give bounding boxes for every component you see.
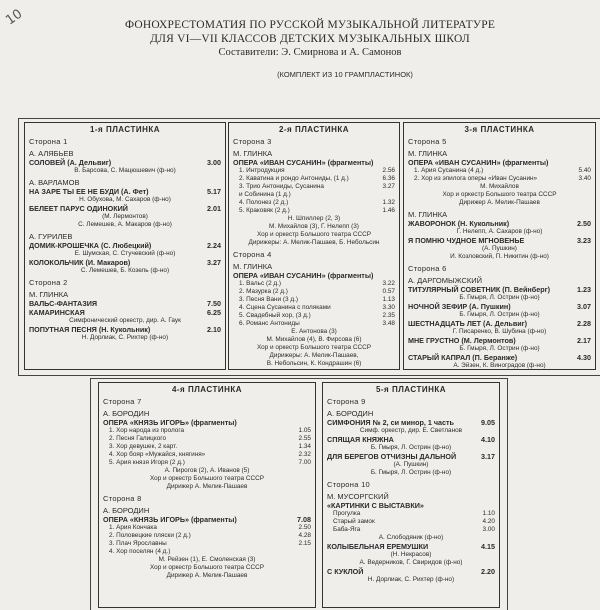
record-title: 4-я ПЛАСТИНКА <box>171 385 243 394</box>
performers: М. Михайлов (4), В. Фирсова (6) <box>266 336 362 343</box>
work-duration: 3.17 <box>481 452 495 461</box>
work-title: ЖАВОРОНОК (Н. Кукольник) <box>408 219 510 228</box>
work-duration: 7.08 <box>297 515 311 524</box>
track-title: Баба-Яга <box>333 526 361 533</box>
performers: Н. Дорлиак, С. Рихтер (ф-но) <box>81 334 169 341</box>
work-duration: 2.10 <box>207 325 221 334</box>
composer-name: А. ДАРГОМЫЖСКИЙ <box>408 276 483 285</box>
performers: Б. Гмыря, Л. Острин (ф-но) <box>459 311 540 318</box>
work-title: БЕЛЕЕТ ПАРУС ОДИНОКИЙ <box>29 204 128 213</box>
track-title: 6. Романс Антониды <box>239 320 300 327</box>
track-title: 3. Песня Вани (3 д.) <box>239 296 298 303</box>
work-row <box>327 501 495 510</box>
performers: В. Барсова, С. Мацюшевич (ф-но) <box>74 167 176 174</box>
side-label: Сторона 8 <box>103 494 142 503</box>
work-title: ПОПУТНАЯ ПЕСНЯ (Н. Кукольник) <box>29 325 151 334</box>
side-label: Сторона 9 <box>327 397 366 406</box>
work-duration: 2.28 <box>577 319 591 328</box>
composer-name: М. МУСОРГСКИЙ <box>327 492 389 501</box>
performers: Дирижеры: А. Мелик-Пашаев, Б. Небольсин <box>248 239 380 246</box>
work-row <box>233 158 395 167</box>
track-title: Прогулка <box>333 510 361 517</box>
track-title: 3. Хор девушек, 2 карт. <box>109 443 178 450</box>
performers: В. Небольсин, К. Кондрашин (6) <box>266 360 362 367</box>
work-title: ОПЕРА «КНЯЗЬ ИГОРЬ» (фрагменты) <box>103 515 237 524</box>
work-title: НОЧНОЙ ЗЕФИР (А. Пушкин) <box>408 302 511 311</box>
performers: Хор и оркестр Большого театра СССР <box>149 564 264 571</box>
work-title: СОЛОВЕЙ (А. Дельвиг) <box>29 158 112 167</box>
track-title: 4. Хор бояр «Мужайся, княгиня» <box>109 451 206 458</box>
performers: С. Лемешев, Б. Козель (ф-но) <box>80 267 170 274</box>
work-title: ОПЕРА «ИВАН СУСАНИН» (фрагменты) <box>233 271 374 280</box>
track-row <box>103 435 311 443</box>
track-duration: 3.40 <box>578 175 591 182</box>
track-duration: 1.32 <box>382 199 395 206</box>
work-title: ОПЕРА «ИВАН СУСАНИН» (фрагменты) <box>233 158 374 167</box>
work-title: МНЕ ГРУСТНО (М. Лермонтов) <box>408 336 516 345</box>
track-title: 5. Краковяк (2 д.) <box>239 207 290 214</box>
work-row <box>408 353 591 362</box>
track-row <box>103 540 311 548</box>
work-duration: 4.10 <box>481 435 495 444</box>
record-box-2 <box>228 122 400 370</box>
work-row <box>327 452 495 461</box>
track-duration: 1.46 <box>382 207 395 214</box>
work-title: СПЯЩАЯ КНЯЖНА <box>327 435 394 444</box>
work-row <box>29 187 221 196</box>
performers: Хор и оркестр Большого театра СССР <box>256 231 371 238</box>
composer-name: М. ГЛИНКА <box>408 149 448 158</box>
track-row <box>408 167 591 175</box>
composer-name: М. ГЛИНКА <box>408 210 448 219</box>
record-box-1 <box>24 122 226 370</box>
track-title: 1. Вальс (2 д.) <box>239 280 282 287</box>
work-title: КОЛЫБЕЛЬНАЯ ЕРЕМУШКИ <box>327 542 429 551</box>
track-title: 2. Песня Галицкого <box>109 435 166 442</box>
work-row <box>408 319 591 328</box>
track-duration: 5.40 <box>578 167 591 174</box>
track-row <box>233 296 395 304</box>
track-row <box>327 526 495 534</box>
work-duration: 2.20 <box>481 567 495 576</box>
performers: (Н. Некрасов) <box>390 551 432 558</box>
track-duration: 2.35 <box>382 312 395 319</box>
track-row <box>233 199 395 207</box>
work-row <box>29 258 221 267</box>
track-title: 1. Хор народа из пролога <box>109 427 185 434</box>
track-duration: 2.55 <box>298 435 311 442</box>
record-box-3 <box>403 122 596 370</box>
work-row <box>29 204 221 213</box>
performers: Б. Гмыря, Л. Острин (ф-но) <box>459 294 540 301</box>
composer-name: А. БОРОДИН <box>103 506 150 515</box>
record-title: 2-я ПЛАСТИНКА <box>278 125 350 134</box>
track-row <box>233 175 395 183</box>
work-title: ОПЕРА «ИВАН СУСАНИН» (фрагменты) <box>408 158 549 167</box>
side-label: Сторона 3 <box>233 137 272 146</box>
record-box-4 <box>98 382 316 608</box>
work-row <box>327 542 495 551</box>
track-duration: 3.27 <box>382 183 395 190</box>
track-row <box>103 548 311 556</box>
work-title: ДОМИК-КРОШЕЧКА (С. Любецкий) <box>29 241 152 250</box>
work-duration: 7.50 <box>207 299 221 308</box>
track-title: 2. Половецкие пляски (2 д.) <box>109 532 191 539</box>
work-duration <box>475 501 495 510</box>
track-row <box>103 532 311 540</box>
corner-mark: 10 <box>3 6 26 29</box>
work-duration: 3.23 <box>577 236 591 245</box>
performers: Н. Шпиллер (2, 3) <box>287 215 341 222</box>
track-title: 5. Ария князя Игоря (2 д.) <box>109 459 185 466</box>
side-label: Сторона 10 <box>327 480 371 489</box>
work-row <box>103 418 311 427</box>
track-duration: 2.56 <box>382 167 395 174</box>
track-duration: 2.32 <box>298 451 311 458</box>
work-duration: 2.01 <box>207 204 221 213</box>
composer-name: А. БОРОДИН <box>103 409 150 418</box>
work-title: ВАЛЬС-ФАНТАЗИЯ <box>29 299 98 308</box>
track-row <box>233 280 395 288</box>
track-title: 4. Сцена Сусанина с поляками <box>239 304 331 311</box>
work-row <box>408 336 591 345</box>
track-title: 1. Интродукция <box>239 167 285 174</box>
performers: (А. Пушкин) <box>393 461 429 468</box>
header <box>90 18 530 79</box>
performers: Хор и оркестр Большого театра СССР <box>256 344 371 351</box>
work-row <box>29 299 221 308</box>
work-row <box>408 302 591 311</box>
performers: Б. Гмыря, Л. Острин (ф-но) <box>370 469 452 476</box>
track-row <box>233 167 395 175</box>
track-row <box>103 459 311 467</box>
performers: Н. Дорлиак, С. Рихтер (ф-но) <box>367 576 455 583</box>
record-box-5 <box>322 382 500 608</box>
track-duration: 1.05 <box>298 427 311 434</box>
work-title: ШЕСТНАДЦАТЬ ЛЕТ (А. Дельвиг) <box>408 319 528 328</box>
track-duration: 1.13 <box>382 296 395 303</box>
performers: Дирижер А. Мелик-Пашаев <box>166 483 248 490</box>
track-duration: 0.57 <box>382 288 395 295</box>
work-duration <box>291 418 311 427</box>
work-title: ОПЕРА «КНЯЗЬ ИГОРЬ» (фрагменты) <box>103 418 237 427</box>
composer-name: М. ГЛИНКА <box>233 262 273 271</box>
performers: А. Ведерников, Г. Свиридов (ф-но) <box>359 559 463 566</box>
composer-name: А. БОРОДИН <box>327 409 374 418</box>
composer-name: А. АЛЯБЬЕВ <box>29 149 74 158</box>
work-row <box>327 435 495 444</box>
performers: Симфонический оркестр, дир. А. Гаук <box>69 317 181 324</box>
performers: М. Рейзен (1), Е. Смоленская (3) <box>158 556 256 563</box>
track-title: 3. Плач Ярославны <box>109 540 167 547</box>
performers: С. Лемешев, А. Макаров (ф-но) <box>78 221 172 228</box>
work-duration <box>571 158 591 167</box>
track-title: 1. Ария Сусанина (4 д.) <box>414 167 484 174</box>
work-duration: 3.27 <box>207 258 221 267</box>
track-duration <box>375 191 395 199</box>
track-row <box>233 191 395 199</box>
work-row <box>408 158 591 167</box>
performers: (А. Пушкин) <box>482 245 517 252</box>
work-duration: 2.17 <box>577 336 591 345</box>
track-row <box>233 320 395 328</box>
work-title: ДЛЯ БЕРЕГОВ ОТЧИЗНЫ ДАЛЬНОЙ <box>327 452 457 461</box>
performers: (М. Лермонтов) <box>102 213 148 220</box>
performers: М. Михайлов <box>480 183 519 190</box>
track-row <box>408 175 591 183</box>
work-row <box>29 241 221 250</box>
composer-name: А. ГУРИЛЕВ <box>29 232 73 241</box>
work-duration: 3.00 <box>207 158 221 167</box>
header-line-2: ДЛЯ VI—VII КЛАССОВ ДЕТСКИХ МУЗЫКАЛЬНЫХ ШКОЛ <box>150 33 470 45</box>
track-title: 5. Свадебный хор, (3 д.) <box>239 312 311 319</box>
track-title: 2. Хор из эпилога оперы «Иван Сусанин» <box>414 175 538 182</box>
work-row <box>103 515 311 524</box>
performers: Н. Обухова, М. Сахаров (ф-но) <box>79 196 171 203</box>
work-row <box>233 271 395 280</box>
work-title: «КАРТИНКИ С ВЫСТАВКИ» <box>327 501 424 510</box>
track-title: Старый замок <box>333 518 375 525</box>
track-duration: 6.36 <box>382 175 395 182</box>
track-title: 4. Хор поселян (4 д.) <box>109 548 171 555</box>
composer-name: М. ГЛИНКА <box>29 290 69 299</box>
work-title: Я ПОМНЮ ЧУДНОЕ МГНОВЕНЬЕ <box>408 236 525 245</box>
side-label: Сторона 7 <box>103 397 142 406</box>
track-duration <box>291 548 311 556</box>
header-line-1: ФОНОХРЕСТОМАТИЯ ПО РУССКОЙ МУЗЫКАЛЬНОЙ ЛИТЕРАТУРЕ <box>124 19 496 31</box>
record-title: 5-я ПЛАСТИНКА <box>375 385 447 394</box>
track-title: 3. Трио Антониды, Сусанина <box>239 183 324 190</box>
track-duration: 3.30 <box>382 304 395 311</box>
work-row <box>327 567 495 576</box>
performers: И. Козловский, П. Никитин (ф-но) <box>450 253 549 260</box>
track-duration: 7.00 <box>298 459 311 466</box>
track-duration: 1.34 <box>298 443 311 450</box>
track-duration: 2.50 <box>298 524 311 531</box>
performers: Е. Шумская, С. Стучевский (ф-но) <box>74 250 176 257</box>
work-duration: 4.30 <box>577 353 591 362</box>
performers: Е. Антонова (3) <box>291 328 337 335</box>
performers: Дирижер А. Мелик-Пашаев <box>166 572 248 579</box>
track-duration: 4.28 <box>298 532 311 539</box>
track-row <box>233 304 395 312</box>
track-row <box>103 427 311 435</box>
track-row <box>103 451 311 459</box>
work-duration: 6.25 <box>207 308 221 317</box>
performers: А. Слободяник (ф-но) <box>378 534 444 541</box>
work-row <box>408 285 591 294</box>
track-row <box>327 510 495 518</box>
track-duration: 3.00 <box>482 526 495 533</box>
performers: Г. Писаренко, В. Шубина (ф-но) <box>452 328 547 335</box>
work-duration: 1.23 <box>577 285 591 294</box>
performers: Дирижер А. Мелик-Пашаев <box>459 199 540 206</box>
work-duration <box>375 158 395 167</box>
performers: Хор и оркестр Большого театра СССР <box>442 191 557 198</box>
track-duration: 3.22 <box>382 280 395 287</box>
work-title: КАМАРИНСКАЯ <box>29 308 85 317</box>
track-row <box>233 312 395 320</box>
track-row <box>327 518 495 526</box>
work-row <box>327 418 495 427</box>
side-label: Сторона 2 <box>29 278 68 287</box>
track-title: и Собинина (1 д.) <box>239 191 291 198</box>
work-duration: 4.15 <box>481 542 495 551</box>
performers: Б. Гмыря, Л. Острин (ф-но) <box>459 345 540 352</box>
track-row <box>233 207 395 215</box>
side-label: Сторона 5 <box>408 137 447 146</box>
work-row <box>408 236 591 245</box>
work-row <box>29 158 221 167</box>
track-title: 4. Полонез (2 д.) <box>239 199 289 206</box>
composer-name: А. ВАРЛАМОВ <box>29 178 80 187</box>
work-row <box>29 325 221 334</box>
track-row <box>103 443 311 451</box>
performers: Симф. оркестр, дир. Е. Светланов <box>359 427 463 434</box>
work-duration: 5.17 <box>207 187 221 196</box>
work-title: КОЛОКОЛЬЧИК (И. Макаров) <box>29 258 131 267</box>
side-label: Сторона 6 <box>408 264 447 273</box>
work-title: СИМФОНИЯ № 2, си минор, 1 часть <box>327 418 454 427</box>
work-row <box>29 308 221 317</box>
work-duration: 2.50 <box>577 219 591 228</box>
work-duration: 9.05 <box>481 418 495 427</box>
work-duration <box>375 271 395 280</box>
record-title: 1-я ПЛАСТИНКА <box>89 125 161 134</box>
track-title: 1. Ария Кончака <box>109 524 157 531</box>
track-duration: 3.48 <box>382 320 395 327</box>
compilers: Составители: Э. Смирнова и А. Самонов <box>218 47 402 58</box>
performers: Хор и оркестр Большого театра СССР <box>149 475 264 482</box>
side-label: Сторона 1 <box>29 137 68 146</box>
performers: А. Эйзен, К. Виноградов (ф-но) <box>453 362 546 369</box>
track-duration: 1.10 <box>482 510 495 517</box>
performers: М. Михайлов (3), Г. Нелепп (3) <box>269 223 359 230</box>
track-duration: 4.20 <box>482 518 495 525</box>
performers: Г. Нелепп, А. Сахаров (ф-но) <box>456 228 543 235</box>
work-row <box>408 219 591 228</box>
track-duration: 2.15 <box>298 540 311 547</box>
work-title: НА ЗАРЕ ТЫ ЕЕ НЕ БУДИ (А. Фет) <box>29 187 149 196</box>
work-title: СТАРЫЙ КАПРАЛ (П. Беранже) <box>408 353 518 362</box>
performers: Дирижеры: А. Мелик-Пашаев, <box>269 352 359 359</box>
composer-name: М. ГЛИНКА <box>233 149 273 158</box>
track-row <box>233 288 395 296</box>
track-title: 2. Каватина и рондо Антониды, (1 д.) <box>239 175 349 182</box>
record-title: 3-я ПЛАСТИНКА <box>464 125 535 134</box>
side-label: Сторона 4 <box>233 250 272 259</box>
performers: Б. Гмыря, Л. Острин (ф-но) <box>370 444 452 451</box>
set-note: (КОМПЛЕКТ ИЗ 10 ГРАМПЛАСТИНОК) <box>277 70 413 79</box>
work-title: С КУКЛОЙ <box>327 567 364 576</box>
track-row <box>233 183 395 191</box>
work-duration: 3.07 <box>577 302 591 311</box>
performers: А. Пирогов (2), А. Иванов (5) <box>164 467 250 474</box>
work-duration: 2.24 <box>207 241 221 250</box>
track-title: 2. Мазурка (2 д.) <box>239 288 288 295</box>
track-row <box>103 524 311 532</box>
work-title: ТИТУЛЯРНЫЙ СОВЕТНИК (П. Вейнберг) <box>408 285 550 294</box>
